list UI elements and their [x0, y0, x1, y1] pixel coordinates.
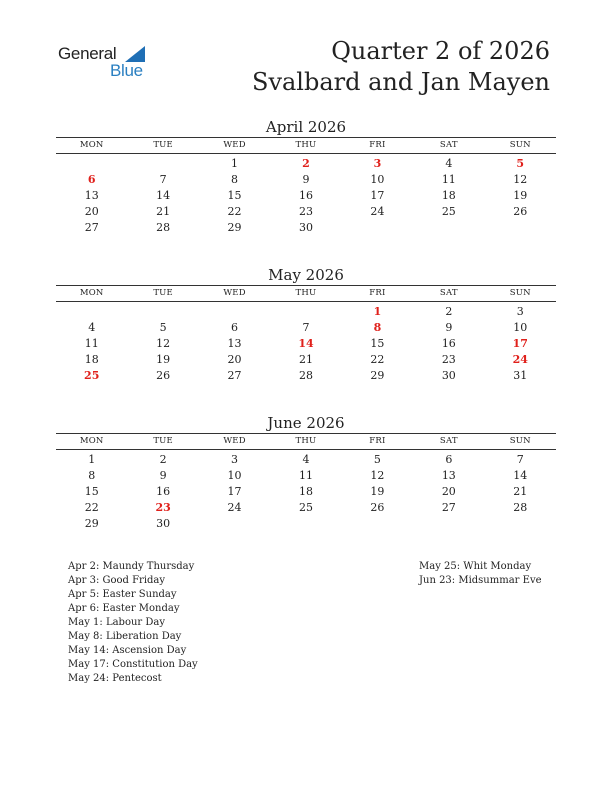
date-cell: 22: [370, 353, 385, 366]
date-cell: 30: [156, 517, 171, 530]
date-cell: 15: [370, 337, 385, 350]
date-cell: 16: [156, 485, 171, 498]
date-cell: 18: [441, 189, 456, 202]
weekday-header-row: [56, 434, 556, 450]
weekday-label: SAT: [439, 288, 458, 298]
date-cell: 16: [441, 337, 456, 350]
date-cell: 28: [513, 501, 528, 514]
date-cell: 13: [227, 337, 242, 350]
week-row: [56, 468, 556, 484]
date-cell: 13: [441, 469, 456, 482]
holiday-entry: May 8: Liberation Day: [68, 631, 182, 642]
weekday-label: MON: [79, 436, 104, 446]
date-cell: 19: [156, 353, 171, 366]
date-cell: 10: [370, 173, 385, 186]
holiday-date-cell: 2: [302, 157, 310, 170]
month-title: April 2026: [265, 118, 347, 136]
date-cell: 15: [84, 485, 99, 498]
date-cell: 28: [156, 221, 171, 234]
date-cell: 12: [513, 173, 528, 186]
weekday-header-row: [56, 138, 556, 154]
page-title: Quarter 2 of 2026: [331, 37, 550, 65]
weekday-label: THU: [295, 288, 317, 298]
date-cell: 10: [227, 469, 242, 482]
logo-text-general: General: [58, 44, 117, 63]
date-cell: 16: [298, 189, 313, 202]
holiday-date-cell: 8: [373, 321, 382, 334]
date-cell: 9: [302, 173, 310, 186]
date-cell: 14: [513, 469, 528, 482]
date-cell: 9: [445, 321, 453, 334]
date-cell: 29: [370, 369, 385, 382]
date-cell: 18: [298, 485, 313, 498]
holiday-date-cell: 5: [516, 157, 525, 170]
date-cell: [199, 304, 270, 320]
date-cell: 23: [298, 205, 313, 218]
holiday-list-left: [68, 560, 198, 686]
date-cell: 26: [513, 205, 528, 218]
date-cell: [56, 156, 127, 172]
date-cell: 4: [88, 321, 96, 334]
date-cell: 27: [227, 369, 242, 382]
holiday-entry: Apr 3: Good Friday: [68, 575, 166, 586]
week-row: [56, 188, 556, 204]
date-cell: 2: [445, 305, 453, 318]
week-row: [56, 336, 556, 352]
date-cell: 11: [84, 337, 99, 350]
date-cell: 11: [441, 173, 456, 186]
weekday-label: WED: [223, 288, 246, 298]
holiday-entry: May 1: Labour Day: [68, 617, 165, 628]
week-row: [56, 304, 556, 320]
date-cell: 31: [513, 369, 528, 382]
holiday-entry: Apr 6: Easter Monday: [68, 603, 180, 614]
date-cell: 18: [84, 353, 99, 366]
date-cell: 29: [84, 517, 99, 530]
date-cell: 24: [227, 501, 242, 514]
date-cell: 7: [159, 173, 167, 186]
weekday-label: MON: [79, 140, 104, 150]
date-cell: 3: [231, 453, 239, 466]
weekday-label: SUN: [509, 436, 531, 446]
date-cell: 6: [231, 321, 239, 334]
logo-text-blue: Blue: [110, 61, 143, 80]
weekday-label: FRI: [369, 288, 386, 298]
date-cell: 24: [370, 205, 385, 218]
date-cell: 17: [370, 189, 385, 202]
date-cell: 27: [84, 221, 99, 234]
weekday-label: THU: [295, 140, 317, 150]
month-calendar: [56, 413, 556, 532]
weekday-label: SAT: [439, 436, 458, 446]
date-cell: 30: [298, 221, 313, 234]
weekday-label: SUN: [509, 140, 531, 150]
date-cell: 23: [441, 353, 456, 366]
week-row: [56, 516, 556, 532]
week-row: [56, 452, 556, 468]
month-title: June 2026: [267, 414, 345, 432]
holiday-entry: Apr 5: Easter Sunday: [68, 589, 177, 600]
date-cell: 28: [298, 369, 313, 382]
week-row: [56, 368, 556, 384]
holiday-date-cell: 23: [155, 501, 171, 514]
date-cell: 10: [513, 321, 528, 334]
date-cell: 11: [298, 469, 313, 482]
holiday-date-cell: 17: [512, 337, 528, 350]
date-cell: 5: [373, 453, 381, 466]
date-cell: 4: [302, 453, 310, 466]
holiday-entry: May 24: Pentecost: [68, 673, 162, 684]
date-cell: 21: [156, 205, 171, 218]
date-cell: [270, 304, 341, 320]
month-calendar: [56, 265, 556, 384]
date-cell: 21: [513, 485, 528, 498]
date-cell: 1: [231, 157, 239, 170]
holiday-date-cell: 24: [512, 353, 528, 366]
date-cell: 22: [84, 501, 99, 514]
weekday-label: FRI: [369, 436, 386, 446]
date-cell: 20: [441, 485, 456, 498]
date-cell: [413, 220, 484, 236]
month-calendar: [56, 117, 556, 236]
week-row: [56, 156, 556, 172]
weekday-label: FRI: [369, 140, 386, 150]
date-cell: 19: [513, 189, 528, 202]
date-cell: 2: [159, 453, 167, 466]
holiday-date-cell: 25: [84, 369, 100, 382]
date-cell: [127, 156, 198, 172]
holiday-date-cell: 3: [373, 157, 382, 170]
week-row: [56, 484, 556, 500]
date-cell: 21: [298, 353, 313, 366]
weekday-label: SUN: [509, 288, 531, 298]
weekday-label: WED: [223, 140, 246, 150]
holiday-entry: Apr 2: Maundy Thursday: [68, 561, 195, 572]
week-row: [56, 172, 556, 188]
week-row: [56, 220, 556, 236]
date-cell: 22: [227, 205, 242, 218]
date-cell: 12: [156, 337, 171, 350]
date-cell: 19: [370, 485, 385, 498]
date-cell: 27: [441, 501, 456, 514]
date-cell: 20: [84, 205, 99, 218]
date-cell: 5: [159, 321, 167, 334]
date-cell: 26: [370, 501, 385, 514]
holiday-date-cell: 1: [373, 305, 382, 318]
holiday-entry: May 17: Constitution Day: [68, 659, 198, 670]
date-cell: 25: [441, 205, 456, 218]
date-cell: [270, 516, 341, 532]
date-cell: 15: [227, 189, 242, 202]
holiday-date-cell: 14: [298, 337, 314, 350]
date-cell: 30: [441, 369, 456, 382]
date-cell: [485, 220, 556, 236]
date-cell: 4: [445, 157, 453, 170]
page-header: [252, 36, 550, 98]
week-row: [56, 500, 556, 516]
month-title: May 2026: [268, 266, 344, 284]
date-cell: [342, 220, 413, 236]
weekday-label: WED: [223, 436, 246, 446]
date-cell: 9: [159, 469, 167, 482]
weekday-header-row: [56, 286, 556, 302]
date-cell: 13: [84, 189, 99, 202]
month-grid: [56, 433, 556, 532]
weekday-label: TUE: [153, 288, 173, 298]
date-cell: 26: [156, 369, 171, 382]
holiday-entry: May 25: Whit Monday: [419, 561, 532, 572]
page-subtitle: Svalbard and Jan Mayen: [252, 68, 550, 96]
month-grid: [56, 137, 556, 236]
weekday-label: MON: [79, 288, 104, 298]
date-cell: 3: [516, 305, 524, 318]
date-cell: 8: [231, 173, 239, 186]
month-grid: [56, 285, 556, 384]
week-row: [56, 352, 556, 368]
date-cell: 7: [516, 453, 524, 466]
holiday-entry: Jun 23: Midsummar Eve: [419, 575, 542, 586]
date-cell: 20: [227, 353, 242, 366]
weekday-label: TUE: [153, 140, 173, 150]
date-cell: 14: [156, 189, 171, 202]
week-row: [56, 204, 556, 220]
date-cell: [413, 516, 484, 532]
generalblue-logo: [58, 44, 158, 84]
date-cell: 29: [227, 221, 242, 234]
weekday-label: SAT: [439, 140, 458, 150]
holiday-date-cell: 6: [87, 173, 96, 186]
date-cell: [127, 304, 198, 320]
date-cell: [342, 516, 413, 532]
date-cell: 1: [88, 453, 96, 466]
date-cell: 7: [302, 321, 310, 334]
date-cell: [485, 516, 556, 532]
weekday-label: TUE: [153, 436, 173, 446]
holiday-list-right: [419, 560, 542, 588]
logo-triangle-icon: [125, 46, 145, 62]
date-cell: 8: [88, 469, 96, 482]
date-cell: [199, 516, 270, 532]
date-cell: 6: [445, 453, 453, 466]
date-cell: 17: [227, 485, 242, 498]
holiday-entry: May 14: Ascension Day: [68, 645, 187, 656]
date-cell: [56, 304, 127, 320]
week-row: [56, 320, 556, 336]
date-cell: 25: [298, 501, 313, 514]
weekday-label: THU: [295, 436, 317, 446]
date-cell: 12: [370, 469, 385, 482]
